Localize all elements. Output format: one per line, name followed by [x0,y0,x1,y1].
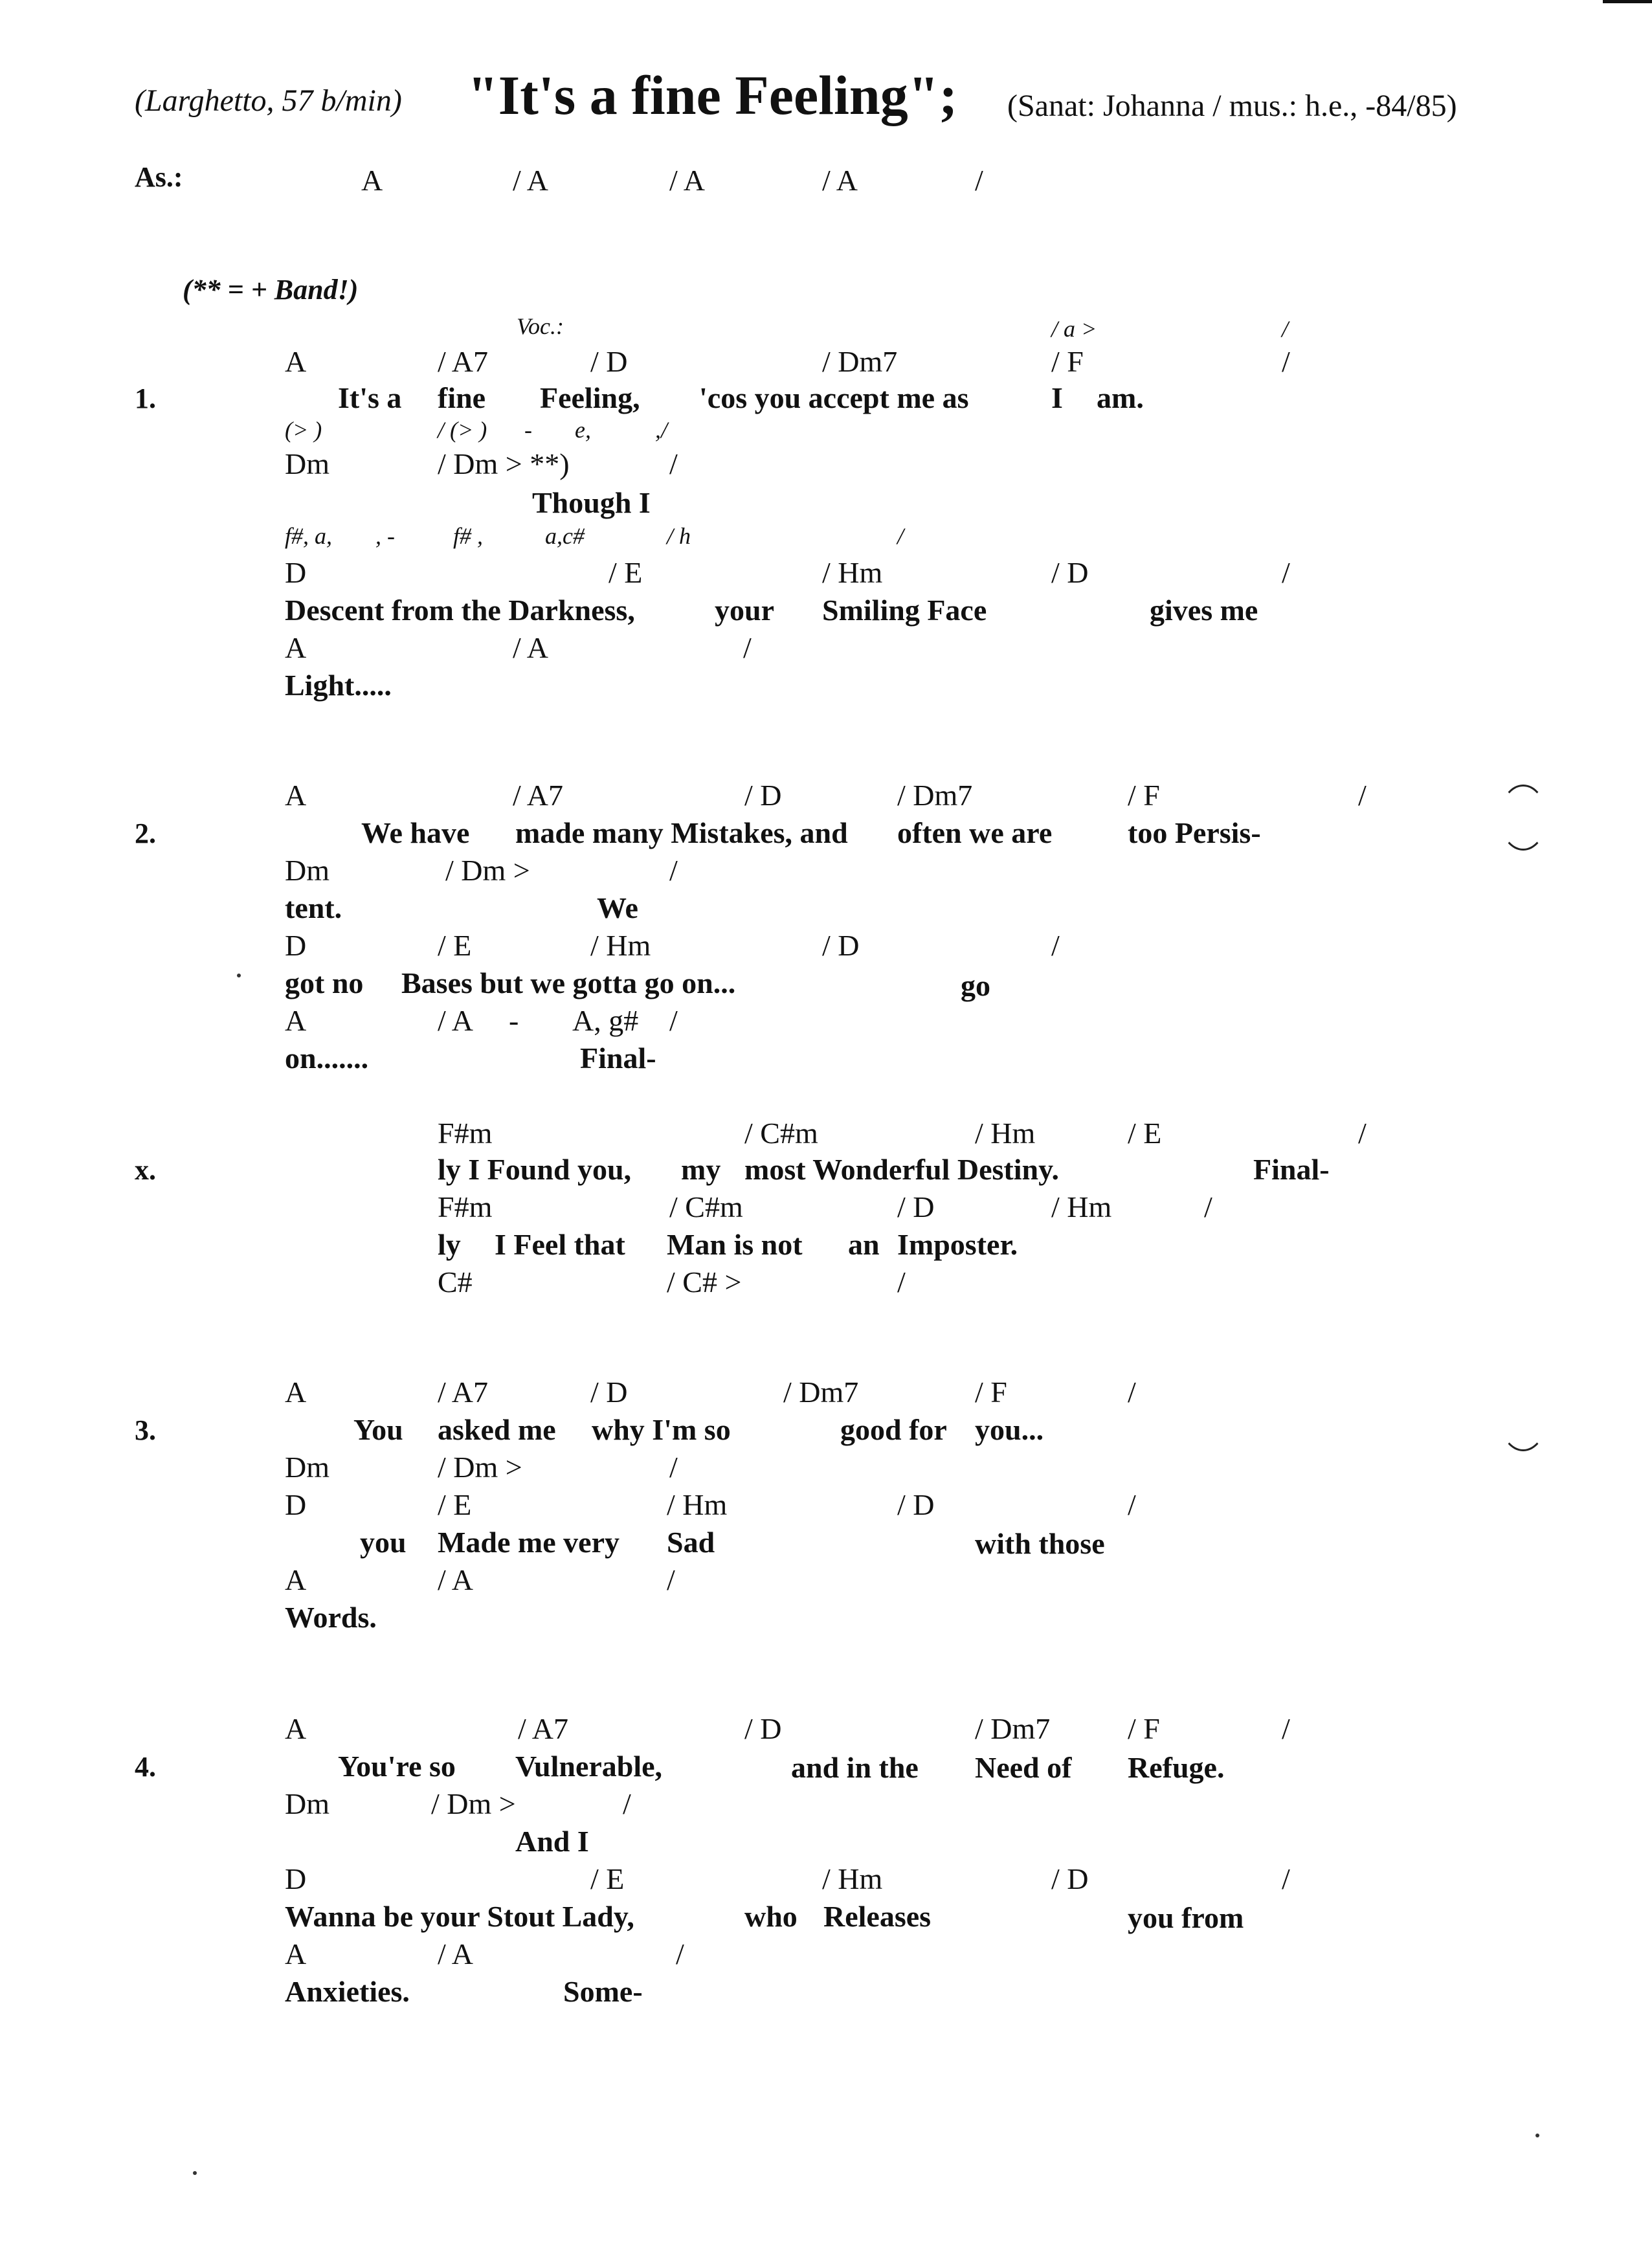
chord: - [509,1004,519,1037]
chord: / Hm [822,556,883,589]
vocal-cue: Voc.: [517,313,564,339]
lyric: good for [840,1413,947,1446]
lyric: Smiling Face [822,594,987,627]
chord: / D [897,1190,935,1223]
chord: / D [897,1488,935,1521]
chord: / E [590,1862,625,1895]
chord: Dm [285,447,329,480]
chord: / D [744,779,782,812]
song-title: "It's a fine Feeling"; [467,64,958,126]
chord: / [1128,1488,1136,1521]
lyric: fine [438,381,486,414]
chord: / [669,854,678,887]
chord: / Dm7 [975,1712,1051,1745]
note-marking: e, [575,417,591,443]
lyric: your [715,594,774,627]
tempo-marking: (Larghetto, 57 b/min) [135,84,402,118]
lyric: made many Mistakes, and [515,816,848,849]
chord: A [285,631,307,664]
lyric: Imposter. [897,1228,1018,1261]
lyric: Sad [667,1526,715,1559]
chord: / [1358,779,1367,812]
lyric: Feeling, [540,381,640,414]
chord: / Dm > [431,1787,516,1820]
chord: / D [822,929,860,962]
note-marking: / [1282,316,1289,342]
chord: A [285,1376,307,1409]
lyric: We have [361,816,470,849]
chord: / [897,1265,906,1299]
lyric: It's a [338,381,402,414]
lyric: most Wonderful Destiny. [744,1153,1060,1186]
lyric: you [360,1526,407,1559]
note-marking: / (> ) [438,417,487,443]
chord: A [285,345,307,378]
chord: / D [1051,556,1089,589]
chord: / A7 [513,779,563,812]
chord: / [1282,1712,1290,1745]
lyric: We [597,891,638,924]
chord: D [285,1862,307,1895]
chord: A, g# [572,1004,639,1037]
chord: / D [590,1376,628,1409]
chord: / Dm7 [822,345,898,378]
chord: / C# > [667,1265,742,1299]
lyric: too Persis- [1128,816,1261,849]
lyric: you from [1128,1901,1244,1934]
chord: / [743,631,752,664]
chord: / Dm > **) [438,447,570,480]
verse-number: 4. [135,1751,156,1783]
lyric: with those [975,1527,1105,1560]
chord: / Dm7 [783,1376,859,1409]
lyric: Anxieties. [285,1975,410,2008]
chord: / [1051,929,1060,962]
chord: A [285,1004,307,1037]
note-marking: / [897,523,904,549]
lyric: gives me [1150,594,1258,627]
chord: / C#m [744,1117,818,1150]
chord: / F [1128,1712,1160,1745]
note-marking: , - [375,523,395,549]
chord: / [669,1451,678,1484]
lyric: on....... [285,1042,369,1075]
lyric: am. [1097,381,1144,414]
chord: A [285,779,307,812]
chord: / [1358,1117,1367,1150]
scan-speck [1535,2134,1539,2137]
chord: C# [438,1265,473,1299]
note-marking: (> ) [285,417,322,443]
chord: D [285,1488,307,1521]
lyric: Descent from the Darkness, [285,594,635,627]
chord: / F [1128,779,1160,812]
chord: / D [744,1712,782,1745]
chord: / E [438,929,472,962]
chord: / [1204,1190,1212,1223]
intro-chord: / A [669,164,705,197]
chord: / Dm7 [897,779,973,812]
chord: / C#m [669,1190,743,1223]
lyric: got no [285,966,364,999]
chord: / F [1051,345,1084,378]
verse-number: 3. [135,1414,156,1446]
intro-chord: / [975,164,983,197]
chord: / [667,1563,675,1596]
chord: / [1128,1376,1136,1409]
lyric: 'cos you accept me as [699,381,969,414]
song-credits: (Sanat: Johanna / mus.: h.e., -84/85) [1007,89,1457,123]
lyric: go [961,969,990,1002]
lyric: ly [438,1228,461,1261]
note-marking: f#, a, [285,523,333,549]
lyric: And I [515,1825,589,1858]
note-marking: - [524,417,532,443]
lyric: Made me very [438,1526,620,1559]
lyric: Words. [285,1601,377,1634]
chord: / A [513,631,548,664]
lyric: Wanna be your Stout Lady, [285,1900,634,1933]
note-marking: / a > [1051,316,1097,342]
lyric: and in the [791,1751,919,1784]
chord: / Hm [590,929,651,962]
verse-number: x. [135,1154,156,1186]
chord: / [1282,1862,1290,1895]
lyric: asked me [438,1413,556,1446]
chord: / [669,1004,678,1037]
lyric: my [681,1153,721,1186]
chord: / E [438,1488,472,1521]
binder-hole-mark [1501,1393,1546,1451]
note-marking: ,/ [655,417,668,443]
chord: / A7 [518,1712,568,1745]
chord: / E [608,556,643,589]
intro-chord: A [361,164,383,197]
lyric: You [353,1413,403,1446]
intro-chord: / A [822,164,858,197]
verse-number: 2. [135,818,156,849]
chord: A [285,1712,307,1745]
lyric: Final- [1253,1153,1330,1186]
lyric: You're so [338,1750,456,1783]
lyric: often we are [897,816,1053,849]
chord: A [285,1937,307,1970]
lyric: I [1051,381,1063,414]
lyric: I Feel that [495,1228,625,1261]
intro-chord: / A [513,164,548,197]
note-marking: a,c# [545,523,585,549]
chord: F#m [438,1117,493,1150]
chord: / [1282,556,1290,589]
chord: / [669,447,678,480]
chord: / A [438,1937,473,1970]
chord: / E [1128,1117,1162,1150]
chord: D [285,556,307,589]
chord: / A [438,1563,473,1596]
note-marking: f# , [453,523,484,549]
chord: / D [1051,1862,1089,1895]
chord: / Dm > [438,1451,522,1484]
chord: / Dm > [445,854,530,887]
chord: F#m [438,1190,493,1223]
intro-label: As.: [135,161,183,193]
band-note: (** = + Band!) [183,274,359,306]
chord: / [623,1787,631,1820]
lyric: Some- [563,1975,643,2008]
chord: / [676,1937,684,1970]
chord: Dm [285,1787,329,1820]
binder-hole-mark [1501,792,1546,851]
lyric: Need of [975,1751,1072,1784]
scan-edge-mark [1603,0,1652,11]
chord: / Hm [822,1862,883,1895]
chord: / Hm [667,1488,728,1521]
chord: / Hm [975,1117,1036,1150]
lyric: tent. [285,891,342,924]
lyric: Though I [532,486,651,519]
lyric: Light..... [285,669,392,702]
chord: / D [590,345,628,378]
chord: / A [438,1004,473,1037]
chord: / F [975,1376,1007,1409]
chord: / A7 [438,345,488,378]
lyric: Refuge. [1128,1751,1225,1784]
scan-speck [237,974,241,977]
chord: / Hm [1051,1190,1112,1223]
chord: / A7 [438,1376,488,1409]
scan-speck [193,2171,197,2175]
lyric: why I'm so [592,1413,731,1446]
verse-number: 1. [135,383,156,414]
lyric: Vulnerable, [515,1750,663,1783]
lyric: Bases but we gotta go on... [401,966,736,999]
note-marking: / h [667,523,691,549]
chord: D [285,929,307,962]
lyric: you... [975,1413,1044,1446]
chord: / [1282,345,1290,378]
lyric: Final- [580,1042,656,1075]
lyric: ly I Found you, [438,1153,632,1186]
lyric: Man is not [667,1228,803,1261]
lyric: an [848,1228,880,1261]
lyric: Releases [823,1900,932,1933]
chord: Dm [285,854,329,887]
chord: Dm [285,1451,329,1484]
chord: A [285,1563,307,1596]
lyric: who [744,1900,798,1933]
